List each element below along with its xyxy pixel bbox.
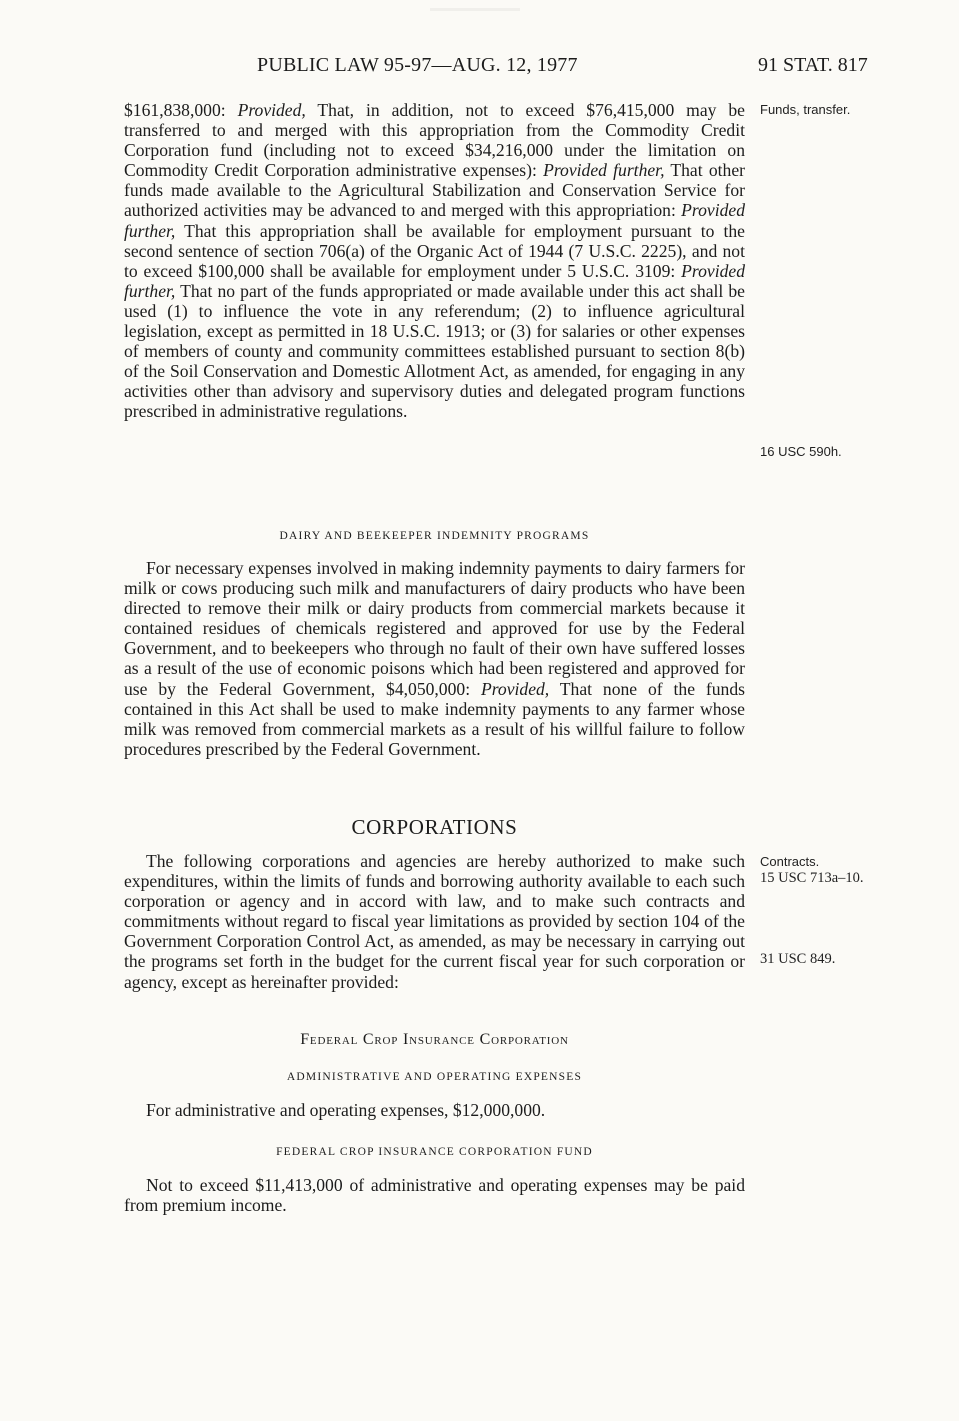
running-head: PUBLIC LAW 95-97—AUG. 12, 1977 xyxy=(257,54,578,76)
heading-federal-crop-insurance-corporation: Federal Crop Insurance Corporation xyxy=(300,1031,569,1048)
margin-note-contracts: Contracts. xyxy=(760,854,820,869)
dairy-paragraph xyxy=(124,558,745,759)
admin-expenses-paragraph xyxy=(124,1100,745,1120)
appropriation-paragraph xyxy=(124,100,745,422)
paragraph-text: Not to exceed $11,413,000 of administrative and operating expenses may be paid from premium income. xyxy=(124,1175,745,1216)
paragraph-text: The following corporations and agencies are hereby authorized to make such expenditures, within the limits of funds and borrowing authority available to each such corporation or agency and in accord with law, and to make such contracts and commitments without regard to fiscal year limitations as provided by section 104 of the Government Corporation Control Act, as amended, as may be necessary in carrying out the programs set forth in the budget for the current fiscal year for such corporation or agency, except as hereinafter provided: xyxy=(124,851,745,992)
margin-note-31-usc-849: 31 USC 849. xyxy=(760,951,836,967)
subheading-fcic-fund: FEDERAL CROP INSURANCE CORPORATION FUND xyxy=(276,1146,593,1158)
paragraph-text: $161,838,000: Provided, That, in addition, not to exceed $76,415,000 may be transferred to and merged with this appropriation from the Commodity Credit Corporation fund (including not to exceed $34,216,000 under the limitation on Commodity Credit Corporation administrative expenses): Provided further, That other funds made available to the Agricultural Stabilization and Conservation Service for authorized activities may be advanced to and merged with this appropriation: Provided further, That this appropriation shall be available for employment pursuant to the second sentence of section 706(a) of the Organic Act of 1944 (7 U.S.C. 2225), and not to exceed $100,000 shall be available for employment under 5 U.S.C. 3109: Provided further, That no part of the funds appropriated or made available under this act shall be used (1) to influence the vote in any referendum; (2) to influence agricultural legislation, except as permitted in 18 U.S.C. 1913; or (3) for salaries or other expenses of members of county and community committees established pursuant to section 8(b) of the Soil Conservation and Domestic Allotment Act, as amended, for engaging in any activities other than advisory and supervisory duties and delegated program functions prescribed in administrative regulations. xyxy=(124,100,746,422)
scan-smudge xyxy=(430,8,520,11)
section-heading-corporations: CORPORATIONS xyxy=(351,815,518,839)
margin-note-funds-transfer: Funds, transfer. xyxy=(760,102,851,117)
margin-note-16-usc-590h: 16 USC 590h. xyxy=(760,444,842,459)
paragraph-text: For necessary expenses involved in making indemnity payments to dairy farmers for milk or cows producing such milk and manufacturers of dairy products who have been directed to remove their milk or dairy products from commercial markets because it contained residues of chemicals registered and approved for use by the Federal Government, and to beekeepers who through no fault of their own have suffered losses as a result of the use of economic poisons which had been registered and approved for use by the Federal Government, $4,050,000: Provided, That none of the funds contained in this Act shall be used to make indemnity payments to any farmer whose milk was removed from commercial markets as a result of his willful failure to follow procedures prescribed by the Federal Government. xyxy=(124,558,745,759)
fcic-fund-paragraph xyxy=(124,1175,745,1215)
subheading-admin-operating-expenses: ADMINISTRATIVE AND OPERATING EXPENSES xyxy=(286,1071,583,1083)
section-heading-dairy: DAIRY AND BEEKEEPER INDEMNITY PROGRAMS xyxy=(279,530,590,542)
corporations-paragraph xyxy=(124,851,745,992)
stat-page-number: 91 STAT. 817 xyxy=(758,54,868,76)
margin-note-15-usc-713a: 15 USC 713a–10. xyxy=(760,870,864,886)
paragraph-text: For administrative and operating expenses, $12,000,000. xyxy=(146,1100,546,1120)
